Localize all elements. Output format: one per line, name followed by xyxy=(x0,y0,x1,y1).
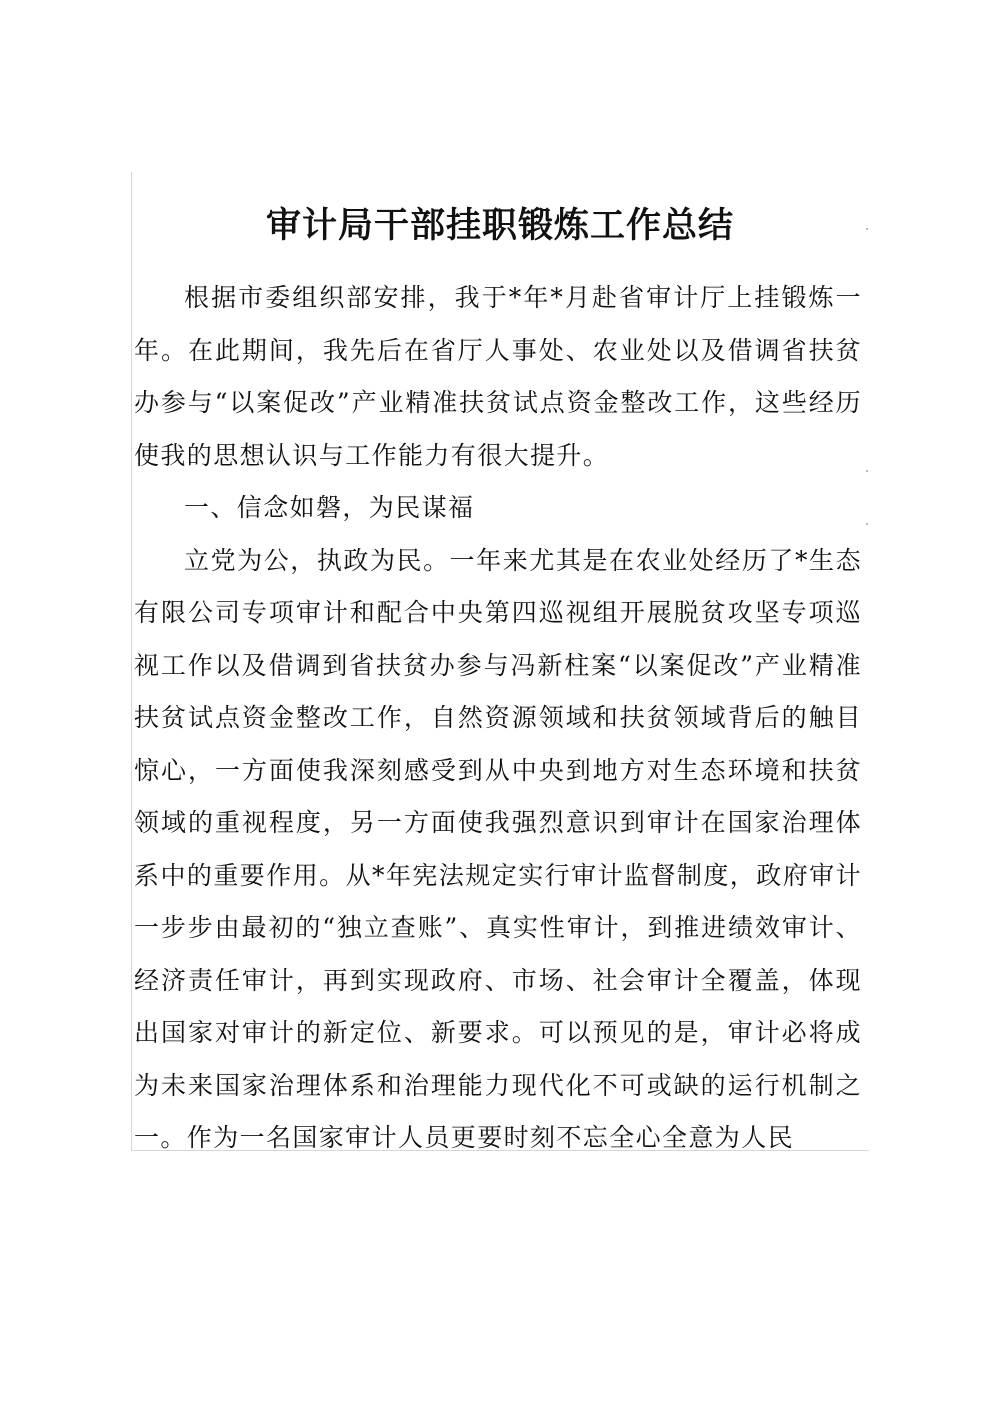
margin-tick-mark xyxy=(866,470,868,472)
page-margin-left-line xyxy=(131,172,132,1150)
document-title: 审计局干部挂职锻炼工作总结 xyxy=(265,206,734,247)
intro-paragraph: 根据市委组织部安排，我于*年*月赴省审计厅上挂锻炼一年。在此期间，我先后在省厅人事处、农业处以及借调省扶贫办参与“以案促改”产业精准扶贫试点资金整改工作，这些经历使我的思想认识与工作能力有很大提升。 xyxy=(134,283,862,470)
section-heading: 一、信念如磐，为民谋福 xyxy=(184,493,475,522)
section-paragraph: 立党为公，执政为民。一年来尤其是在农业处经历了*生态有限公司专项审计和配合中央第四巡视组开展脱贫攻坚专项巡视工作以及借调到省扶贫办参与冯新柱案“以案促改”产业精准扶贫试点资金整改工作，自然资源领域和扶贫领域背后的触目惊心，一方面使我深刻感受到从中央到地方对生态环境和扶贫领域的重视程度，另一方面使我强烈意识到审计在国家治理体系中的重要作用。从*年宪法规定实行审计监督制度，政府审计一步步由最初的“独立查账”、真实性审计，到推进绩效审计、经济责任审计，再到实现政府、市场、社会审计全覆盖，体现出国家对审计的新定位、新要求。可以预见的是，审计必将成为未来国家治理体系和治理能力现代化不可或缺的运行机制之一。作为一名国家审计人员更要时刻不忘全心全意为人民 xyxy=(134,545,862,1152)
document-body xyxy=(134,272,862,1165)
margin-tick-mark xyxy=(866,523,868,525)
